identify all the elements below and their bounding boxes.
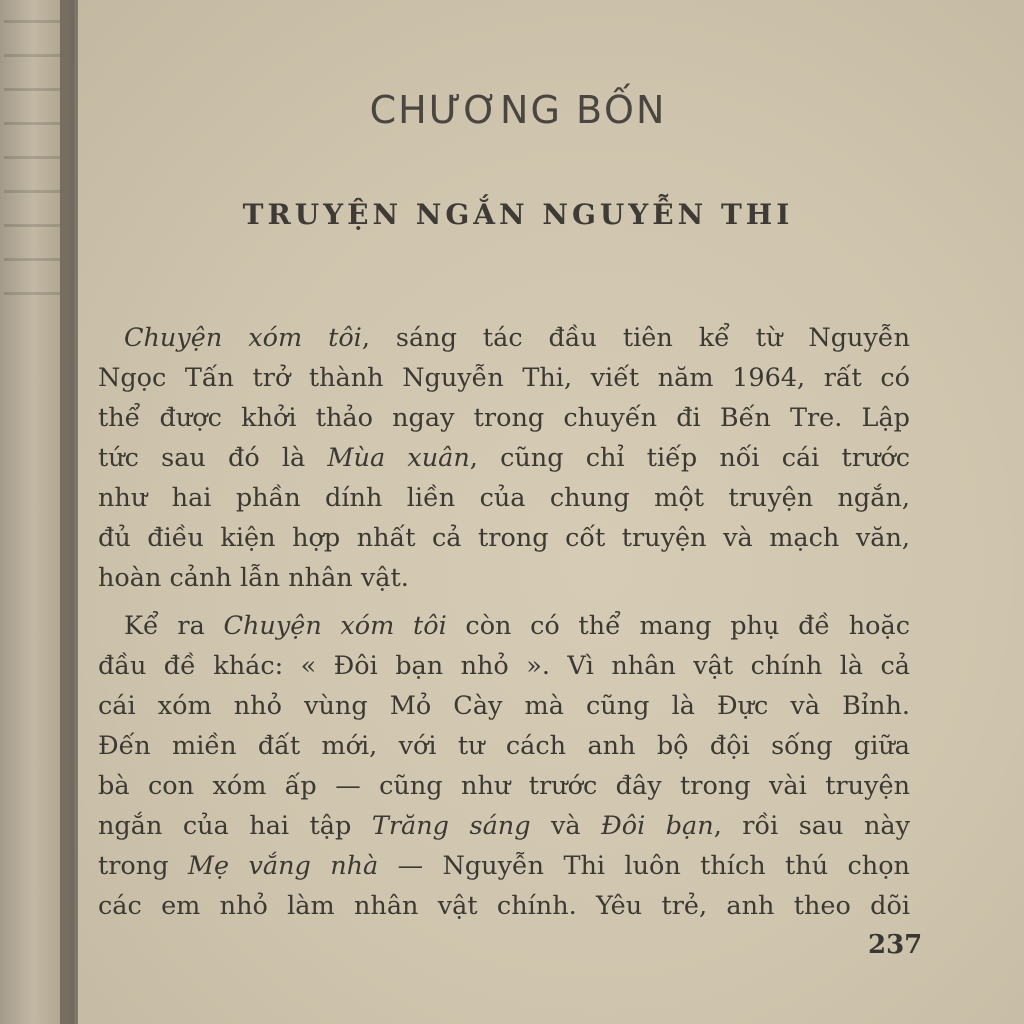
page-number: 237 — [868, 930, 923, 960]
text-span: , rồi sau này — [713, 811, 910, 841]
text-span: tức sau đó là — [98, 443, 328, 473]
text-line: hoàn cảnh lẫn nhân vật. — [98, 563, 409, 593]
book-title-italic: Chuyện xóm tôi — [124, 323, 362, 353]
text-line: Ngọc Tấn trở thành Nguyễn Thi, viết năm 1964, rất có — [98, 363, 910, 393]
text-line: thể được khởi thảo ngay trong chuyến đi Bến Tre. Lập — [98, 403, 910, 433]
book-title-italic: Trăng sáng — [371, 811, 531, 841]
text-line: như hai phần dính liền của chung một truyện ngắn, — [98, 483, 910, 513]
text-line — [98, 318, 910, 358]
text-span: trong — [98, 851, 188, 881]
text-span: ngắn của hai tập — [98, 811, 372, 841]
book-title-italic: Chuyện xóm tôi — [223, 611, 447, 641]
book-title-italic: Đôi bạn — [601, 811, 714, 841]
text-span: , sáng tác đầu tiên kể từ Nguyễn — [361, 323, 910, 353]
text-line: đầu đề khác: « Đôi bạn nhỏ ». Vì nhân vật chính là cả — [98, 651, 910, 681]
book-page — [78, 0, 1024, 1024]
body-text — [98, 318, 910, 926]
text-span: Kể ra — [124, 611, 224, 641]
paragraph-gap — [98, 598, 910, 606]
text-line — [98, 806, 910, 846]
book-title-italic: Mẹ vắng nhà — [187, 851, 379, 881]
facing-page-text-bleed — [4, 20, 60, 320]
section-title: TRUYỆN NGẮN NGUYỄN THI — [242, 198, 794, 231]
text-span: và — [530, 811, 602, 841]
text-line: các em nhỏ làm nhân vật chính. Yêu trẻ, anh theo dõi — [98, 891, 910, 921]
text-line: đủ điều kiện hợp nhất cả trong cốt truyện và mạch văn, — [98, 523, 910, 553]
text-line: cái xóm nhỏ vùng Mỏ Cày mà cũng là Đực và Bỉnh. — [98, 691, 910, 721]
paragraph-2 — [98, 606, 910, 926]
text-line: Đến miền đất mới, với tư cách anh bộ đội sống giữa — [98, 731, 910, 761]
text-span: còn có thể mang phụ đề hoặc — [446, 611, 910, 641]
paragraph-1 — [98, 318, 910, 598]
text-span: , cũng chỉ tiếp nối cái trước — [469, 443, 911, 473]
book-title-italic: Mùa xuân — [327, 443, 470, 473]
text-line — [98, 846, 910, 886]
text-line — [98, 606, 910, 646]
text-line — [98, 438, 910, 478]
text-span: — Nguyễn Thi luôn thích thú chọn — [378, 851, 910, 881]
text-line: bà con xóm ấp — cũng như trước đây trong vài truyện — [98, 771, 910, 801]
chapter-title: CHƯƠNG BỐN — [369, 88, 667, 132]
